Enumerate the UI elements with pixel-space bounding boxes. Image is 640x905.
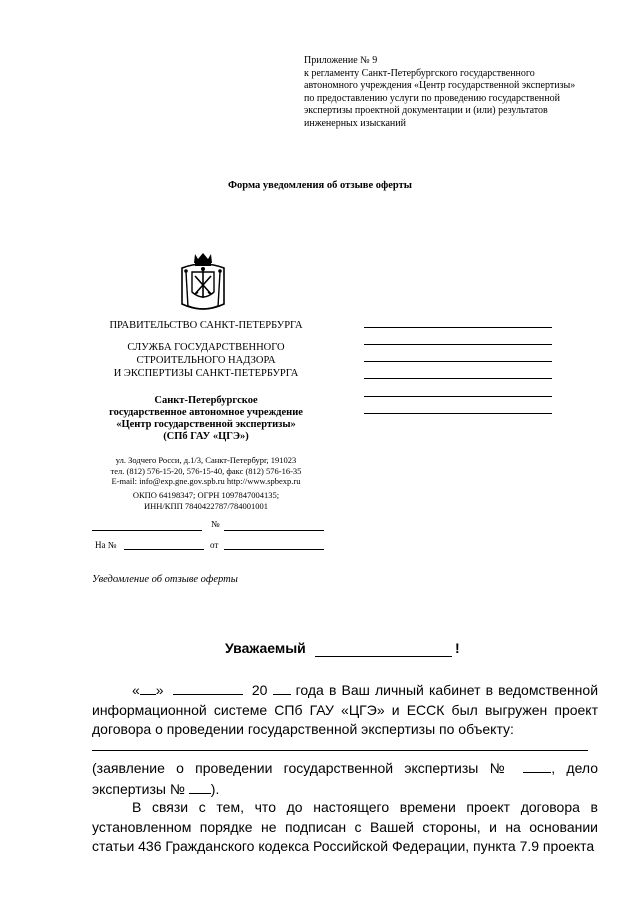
recipient-line (364, 327, 552, 328)
ref-date-line (224, 549, 324, 550)
address-block (72, 455, 340, 487)
recipient-line (364, 413, 552, 414)
outgoing-number-line (224, 530, 324, 531)
form-title: Форма уведомления об отзыве оферты (228, 180, 412, 191)
recipient-line (364, 396, 552, 397)
outgoing-date-line (92, 530, 202, 531)
recipient-line (364, 378, 552, 379)
org-line: (СПб ГАУ «ЦГЭ») (163, 431, 249, 442)
address-line: тел. (812) 576-15-20, 576-15-40, факс (812) 576-16-35 (110, 465, 302, 476)
ot-label: от (210, 540, 219, 550)
annex-line: по предоставлению услуги по проведению государственной (304, 92, 560, 104)
day-blank (140, 680, 156, 695)
codes-line: ОКПО 64198347; ОГРН 1097847004135; (132, 490, 280, 500)
paragraph-upload (92, 680, 598, 740)
government-name: ПРАВИТЕЛЬСТВО САНКТ-ПЕТЕРБУРГА (109, 320, 303, 331)
annex-line: экспертизы проектной документации и (или) результатов (304, 105, 548, 117)
ref-number-line (124, 549, 204, 550)
organization-name (72, 395, 340, 443)
grounds-text: В связи с тем, что до настоящего времени проект договора в установленном порядке не подписан с Вашей стороны, и на основании статьи 436 Гражданского кодекса Российской Федерации, пункта 7.9 проекта (92, 799, 598, 854)
address-line: E-mail: info@exp.gne.gov.spb.ru http://www.spbexp.ru (111, 476, 301, 486)
annex-line: инженерных изысканий (304, 117, 406, 129)
address-line: ул. Зодчего Росси, д.1/3, Санкт-Петербург, 191023 (115, 455, 297, 465)
org-line: государственное автономное учреждение (109, 407, 303, 418)
recipient-line (364, 361, 552, 362)
quote-close: » (155, 682, 164, 698)
quote-open: « (132, 682, 140, 698)
application-number-blank (523, 758, 551, 773)
registration-codes (72, 490, 340, 511)
org-line: Санкт-Петербургское (154, 395, 258, 406)
number-sign: № (211, 519, 220, 529)
notice-label: Уведомление об отзыве оферты (92, 574, 238, 585)
closing-text: ). (210, 780, 220, 797)
annex-line: Приложение № 9 (304, 55, 378, 66)
service-name (72, 341, 340, 380)
paragraph-application (92, 758, 598, 799)
object-name-line (92, 750, 588, 751)
annex-header (304, 55, 604, 131)
upload-text: года в Ваш личный кабинет в ведомственной информационной системе СПб ГАУ «ЦГЭ» и ЕССК был выгружен проект договора о проведении государственной экспертизы по объекту: (92, 682, 599, 737)
greeting-exclamation: ! (455, 640, 460, 656)
na-number-label: На № (95, 540, 117, 550)
greeting-word: Уважаемый (225, 640, 306, 656)
case-text: , дело экспертизы № (92, 760, 599, 797)
annex-line: автономного учреждения «Центр государственной экспертизы» (304, 80, 576, 92)
year-prefix: 20 (251, 682, 268, 698)
year-blank (273, 680, 291, 695)
service-line: СТРОИТЕЛЬНОГО НАДЗОРА (136, 355, 276, 366)
codes-line: ИНН/КПП 7840422787/784001001 (144, 500, 268, 511)
month-blank (173, 680, 243, 695)
recipient-line (364, 344, 552, 345)
annex-line: к регламенту Санкт-Петербургского государственного (304, 67, 535, 79)
coat-of-arms-icon (178, 252, 228, 314)
service-line: СЛУЖБА ГОСУДАРСТВЕННОГО (127, 342, 285, 353)
application-text: (заявление о проведении государственной экспертизы № (92, 760, 512, 776)
addressee-name-line (315, 656, 452, 657)
org-line: «Центр государственной экспертизы» (116, 419, 296, 430)
service-line: И ЭКСПЕРТИЗЫ САНКТ-ПЕТЕРБУРГА (113, 368, 299, 379)
case-number-blank (189, 779, 211, 794)
paragraph-grounds (92, 798, 598, 857)
